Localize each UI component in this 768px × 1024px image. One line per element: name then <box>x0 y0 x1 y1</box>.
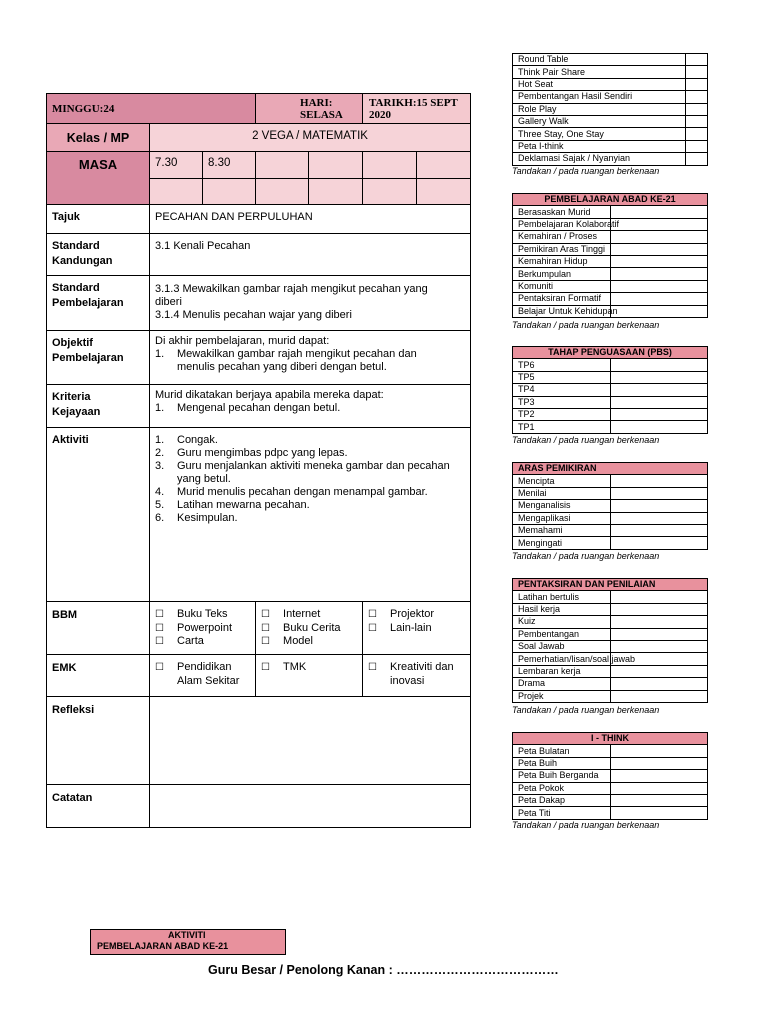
abad21-legend <box>90 929 286 955</box>
pbs-item: TP4 <box>513 384 611 396</box>
tick-cell[interactable] <box>610 524 708 536</box>
pentaksiran-table <box>512 578 708 703</box>
bbm-col-1 <box>150 602 256 655</box>
item-line: Guru menjalankan aktiviti meneka gambar dan pecahan <box>177 460 450 472</box>
tick-cell[interactable] <box>686 128 708 140</box>
tick-cell[interactable] <box>686 54 708 66</box>
tick-cell[interactable] <box>610 770 708 782</box>
item-number: 6. <box>155 512 165 524</box>
bbm-col-3 <box>363 602 471 655</box>
pentaksiran-title: PENTAKSIRAN DAN PENILAIAN <box>513 579 708 591</box>
pbs-item: TP2 <box>513 408 611 420</box>
emk-col-1 <box>150 655 256 697</box>
refleksi-value[interactable] <box>150 697 471 785</box>
bbm-option[interactable] <box>155 622 250 636</box>
option-label: Pendidikan <box>177 661 232 673</box>
tick-cell[interactable] <box>610 475 708 487</box>
objektif-item <box>155 348 465 374</box>
ithink-item: Peta Bulatan <box>513 745 611 757</box>
checkbox-icon[interactable] <box>368 608 390 622</box>
ithink-item: Peta Dakap <box>513 794 611 806</box>
tajuk-label: Tajuk <box>47 205 150 234</box>
abad21-item: Kemahiran / Proses <box>513 231 611 243</box>
pentaksiran-item: Latihan bertulis <box>513 591 611 603</box>
signature-line: Guru Besar / Penolong Kanan : ………………………………… <box>208 963 559 977</box>
abad21-item: Pemikiran Aras Tinggi <box>513 243 611 255</box>
item-line: Latihan mewarna pecahan. <box>177 499 310 511</box>
aktiviti-item <box>155 434 465 447</box>
tick-cell[interactable] <box>610 500 708 512</box>
tick-cell[interactable] <box>610 640 708 652</box>
pbs-table <box>512 346 708 434</box>
option-label: Buku Teks <box>177 608 228 620</box>
abad21-item: Kemahiran Hidup <box>513 255 611 267</box>
strategy-item: Round Table <box>513 54 686 66</box>
ithink-title: I - THINK <box>513 733 708 745</box>
kriteria-label-2: Kejayaan <box>52 406 101 418</box>
sp-line: 3.1.4 Menulis pecahan wajar yang diberi <box>155 309 352 321</box>
strategy-item: Pembentangan Hasil Sendiri <box>513 91 686 103</box>
legend-line-2: PEMBELAJARAN ABAD KE-21 <box>97 941 229 951</box>
sp-label-1: Standard <box>52 282 100 294</box>
pentaksiran-item: Pemerhatian/lisan/soal jawab <box>513 653 611 665</box>
tick-cell[interactable] <box>610 665 708 677</box>
tick-note: Tandakan / pada ruangan berkenaan <box>512 705 660 715</box>
masa-blank-6 <box>417 179 471 205</box>
tick-note: Tandakan / pada ruangan berkenaan <box>512 320 660 330</box>
masa-label: MASA <box>47 152 150 205</box>
tick-cell[interactable] <box>686 153 708 165</box>
bbm-col-2 <box>256 602 363 655</box>
masa-blank-5 <box>363 179 417 205</box>
tick-cell[interactable] <box>610 794 708 806</box>
kriteria-label <box>47 385 150 428</box>
bbm-option[interactable] <box>368 608 465 622</box>
masa-time-2: 8.30 <box>203 152 256 179</box>
tick-cell[interactable] <box>610 745 708 757</box>
lesson-plan-table <box>46 93 471 828</box>
checkbox-icon[interactable] <box>368 622 390 636</box>
checkbox-icon[interactable] <box>261 635 283 649</box>
aktiviti-label: Aktiviti <box>47 428 150 602</box>
option-label: Carta <box>177 635 204 647</box>
standard-pembelajaran-value <box>150 276 471 331</box>
tick-cell[interactable] <box>610 678 708 690</box>
tick-cell[interactable] <box>686 115 708 127</box>
masa-time-4 <box>309 152 363 179</box>
catatan-label: Catatan <box>47 785 150 828</box>
aktiviti-item <box>155 447 465 460</box>
masa-time-1: 7.30 <box>150 152 203 179</box>
masa-time-6 <box>417 152 471 179</box>
ithink-item: Peta Titi <box>513 807 611 819</box>
tick-cell[interactable] <box>610 218 708 230</box>
item-line: Kesimpulan. <box>177 512 238 524</box>
abad21-item: Berasaskan Murid <box>513 206 611 218</box>
aktiviti-item <box>155 499 465 512</box>
item-number: 4. <box>155 486 165 498</box>
ithink-item: Peta Buih Berganda <box>513 770 611 782</box>
tick-cell[interactable] <box>610 616 708 628</box>
masa-time-5 <box>363 152 417 179</box>
checkbox-icon[interactable] <box>368 661 390 688</box>
option-label: Internet <box>283 608 321 620</box>
tick-cell[interactable] <box>610 280 708 292</box>
pbs-item: TP6 <box>513 359 611 371</box>
pentaksiran-item: Kuiz <box>513 616 611 628</box>
sp-line: 3.1.3 Mewakilkan gambar rajah mengikut pecahan yang <box>155 283 428 295</box>
checkbox-icon[interactable] <box>155 635 177 649</box>
bbm-option[interactable] <box>155 608 250 622</box>
bbm-option[interactable] <box>261 608 357 622</box>
bbm-label: BBM <box>47 602 150 655</box>
catatan-value[interactable] <box>150 785 471 828</box>
tick-cell[interactable] <box>686 91 708 103</box>
checkbox-icon[interactable] <box>261 608 283 622</box>
masa-blank-1 <box>150 179 203 205</box>
objektif-label-2: Pembelajaran <box>52 352 124 364</box>
aras-item: Menilai <box>513 487 611 499</box>
tick-cell[interactable] <box>686 66 708 78</box>
option-label: Buku Cerita <box>283 621 341 634</box>
tick-cell[interactable] <box>610 782 708 794</box>
item-number: 2. <box>155 447 165 459</box>
tick-cell[interactable] <box>610 206 708 218</box>
strategy-item: Think Pair Share <box>513 66 686 78</box>
tick-cell[interactable] <box>610 512 708 524</box>
strategy-item: Hot Seat <box>513 78 686 90</box>
tick-cell[interactable] <box>610 293 708 305</box>
sp-label-2: Pembelajaran <box>52 297 124 309</box>
item-line: Guru mengimbas pdpc yang lepas. <box>177 447 348 459</box>
pentaksiran-item: Projek <box>513 690 611 702</box>
kriteria-item <box>155 402 465 415</box>
pentaksiran-item: Hasil kerja <box>513 603 611 615</box>
bbm-option[interactable] <box>261 622 357 636</box>
refleksi-label: Refleksi <box>47 697 150 785</box>
hari-cell <box>256 94 363 124</box>
sk-label-2: Kandungan <box>52 255 113 267</box>
checkbox-icon[interactable] <box>261 661 283 675</box>
item-number: 1. <box>155 402 165 414</box>
minggu: MINGGU:24 <box>52 102 115 115</box>
tick-cell[interactable] <box>610 384 708 396</box>
abad21-table <box>512 193 708 318</box>
strategy-item: Three Stay, One Stay <box>513 128 686 140</box>
ithink-item: Peta Pokok <box>513 782 611 794</box>
objektif-label <box>47 331 150 385</box>
kelas-label: Kelas / MP <box>47 124 150 152</box>
tick-cell[interactable] <box>610 396 708 408</box>
tick-cell[interactable] <box>610 305 708 317</box>
pentaksiran-item: Lembaran kerja <box>513 665 611 677</box>
tick-cell[interactable] <box>610 603 708 615</box>
strategy-item: Deklamasi Sajak / Nyanyian <box>513 153 686 165</box>
pbs-item: TP1 <box>513 421 611 433</box>
tick-cell[interactable] <box>610 231 708 243</box>
abad21-item: Berkumpulan <box>513 268 611 280</box>
aras-item: Menganalisis <box>513 500 611 512</box>
kelas-value: 2 VEGA / MATEMATIK <box>150 124 471 152</box>
pentaksiran-item: Soal Jawab <box>513 640 611 652</box>
pentaksiran-item: Pembentangan <box>513 628 611 640</box>
tick-cell[interactable] <box>610 690 708 702</box>
aktiviti-item <box>155 512 465 525</box>
emk-col-3 <box>363 655 471 697</box>
pbs-item: TP3 <box>513 396 611 408</box>
objektif-intro: Di akhir pembelajaran, murid dapat: <box>155 335 330 347</box>
tick-cell[interactable] <box>610 421 708 433</box>
strategy-item: Peta I-think <box>513 140 686 152</box>
standard-pembelajaran-label <box>47 276 150 331</box>
pentaksiran-item: Drama <box>513 678 611 690</box>
tick-cell[interactable] <box>610 371 708 383</box>
option-label: Lain-lain <box>390 621 432 634</box>
tick-cell[interactable] <box>610 628 708 640</box>
option-label: Powerpoint <box>177 621 233 634</box>
legend-line-1: AKTIVITI <box>168 930 206 940</box>
emk-option[interactable] <box>368 661 465 688</box>
aktiviti-value <box>150 428 471 602</box>
tick-cell[interactable] <box>686 103 708 115</box>
emk-col-2 <box>256 655 363 697</box>
tarikh-cell <box>363 94 471 124</box>
standard-kandungan-value: 3.1 Kenali Pecahan <box>150 234 471 276</box>
aras-item: Mengingati <box>513 537 611 549</box>
checkbox-icon[interactable] <box>155 661 177 688</box>
aras-item: Mencipta <box>513 475 611 487</box>
aktiviti-item <box>155 460 465 486</box>
bbm-option[interactable] <box>368 622 465 636</box>
strategy-table <box>512 53 708 166</box>
sp-line: diberi <box>155 296 182 308</box>
aras-title: ARAS PEMIKIRAN <box>513 463 708 475</box>
pbs-item: TP5 <box>513 371 611 383</box>
abad21-item: Pentaksiran Formatif <box>513 293 611 305</box>
bbm-option[interactable] <box>155 635 250 649</box>
standard-kandungan-label <box>47 234 150 276</box>
kriteria-value <box>150 385 471 428</box>
masa-time-3 <box>256 152 309 179</box>
tick-cell[interactable] <box>610 757 708 769</box>
item-line: Mengenal pecahan dengan betul. <box>177 402 341 414</box>
tick-note: Tandakan / pada ruangan berkenaan <box>512 166 660 176</box>
item-line: Mewakilkan gambar rajah mengikut pecahan dan <box>177 348 417 360</box>
bbm-option[interactable] <box>261 635 357 649</box>
option-label: Projektor <box>390 608 435 620</box>
kriteria-label-1: Kriteria <box>52 391 91 403</box>
checkbox-icon[interactable] <box>261 622 283 636</box>
aktiviti-item <box>155 486 465 499</box>
strategy-item: Role Play <box>513 103 686 115</box>
emk-option[interactable] <box>261 661 357 675</box>
tajuk-value: PECAHAN DAN PERPULUHAN <box>150 205 471 234</box>
masa-blank-2 <box>203 179 256 205</box>
tarikh: TARIKH:15 SEPT 2020 <box>369 96 458 121</box>
item-line: menulis pecahan yang diberi dengan betul. <box>177 361 387 373</box>
item-line: Congak. <box>177 434 218 446</box>
tick-cell[interactable] <box>610 807 708 819</box>
tick-cell[interactable] <box>686 78 708 90</box>
item-line: Murid menulis pecahan dengan menampal gambar. <box>177 486 428 498</box>
objektif-label-1: Objektif <box>52 337 93 349</box>
tick-cell[interactable] <box>610 537 708 549</box>
tick-cell[interactable] <box>610 359 708 371</box>
pbs-title: TAHAP PENGUASAAN (PBS) <box>513 347 708 359</box>
aras-pemikiran-table <box>512 462 708 550</box>
tick-note: Tandakan / pada ruangan berkenaan <box>512 820 660 830</box>
tick-cell[interactable] <box>610 591 708 603</box>
tick-cell[interactable] <box>610 268 708 280</box>
emk-label: EMK <box>47 655 150 697</box>
checkbox-icon[interactable] <box>155 608 177 622</box>
aras-item: Mengaplikasi <box>513 512 611 524</box>
abad21-item: Pembelajaran Kolaboratif <box>513 218 611 230</box>
option-label: Alam Sekitar <box>177 674 240 687</box>
abad21-item: Belajar Untuk Kehidupan <box>513 305 611 317</box>
tick-cell[interactable] <box>610 487 708 499</box>
ithink-table <box>512 732 708 820</box>
hari: HARI: SELASA <box>300 96 343 121</box>
tick-note: Tandakan / pada ruangan berkenaan <box>512 551 660 561</box>
abad21-item: Komuniti <box>513 280 611 292</box>
objektif-value <box>150 331 471 385</box>
checkbox-icon[interactable] <box>155 622 177 636</box>
masa-blank-3 <box>256 179 309 205</box>
tick-cell[interactable] <box>610 255 708 267</box>
emk-option[interactable] <box>155 661 250 688</box>
kriteria-intro: Murid dikatakan berjaya apabila mereka dapat: <box>155 389 384 401</box>
tick-cell[interactable] <box>610 243 708 255</box>
aras-item: Memahami <box>513 524 611 536</box>
tick-cell[interactable] <box>686 140 708 152</box>
option-label: TMK <box>283 661 307 673</box>
sk-label-1: Standard <box>52 240 100 252</box>
item-number: 5. <box>155 499 165 511</box>
ithink-item: Peta Buih <box>513 757 611 769</box>
strategy-item: Gallery Walk <box>513 115 686 127</box>
tick-note: Tandakan / pada ruangan berkenaan <box>512 435 660 445</box>
abad21-title: PEMBELAJARAN ABAD KE-21 <box>513 194 708 206</box>
item-number: 1. <box>155 434 165 446</box>
option-label: inovasi <box>390 674 425 687</box>
masa-blank-4 <box>309 179 363 205</box>
item-number: 1. <box>155 348 165 360</box>
tick-cell[interactable] <box>610 408 708 420</box>
item-line: yang betul. <box>177 473 231 485</box>
item-number: 3. <box>155 460 165 472</box>
option-label: Kreativiti dan <box>390 661 454 673</box>
minggu-cell <box>47 94 256 124</box>
option-label: Model <box>283 635 313 647</box>
